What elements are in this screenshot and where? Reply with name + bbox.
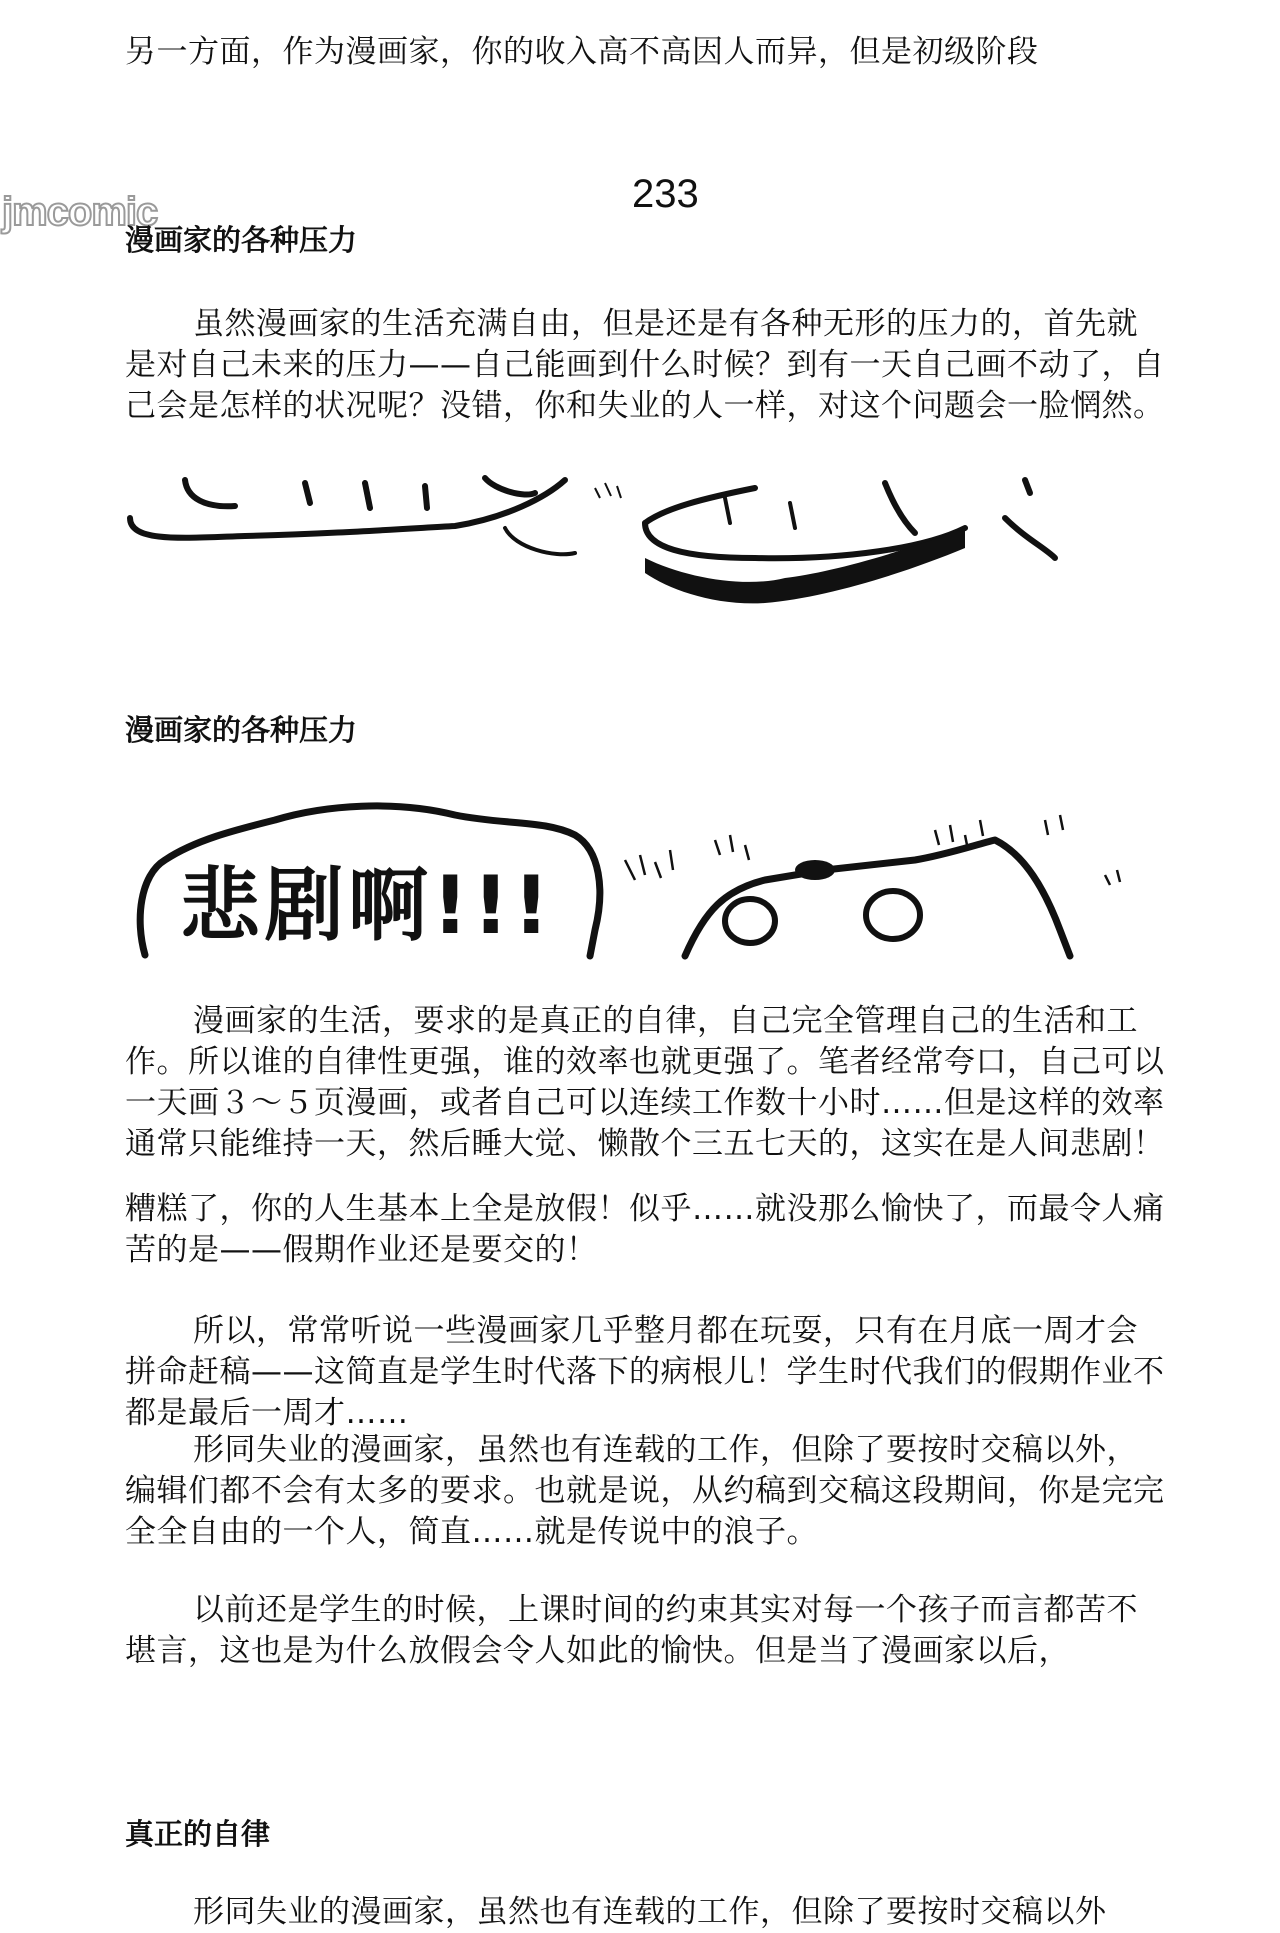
- section-heading-pressure-repeat: 漫画家的各种压力: [125, 713, 358, 747]
- bottom-partial-text: 形同失业的漫画家，虽然也有连载的工作，但除了要按时交稿以外: [193, 1894, 1107, 1930]
- comic-panel-top: [125, 478, 1165, 638]
- section-heading-pressure: 漫画家的各种压力: [125, 223, 358, 257]
- page-number: 233: [632, 172, 699, 216]
- comic-illustration-top: [125, 478, 1165, 638]
- holiday-paragraph-tail: 糟糕了，你的人生基本上全是放假！似乎……就没那么愉快了，而最令人痛苦的是——假期作业还是要交的！: [125, 1191, 1165, 1268]
- watermark-logo: jmcomic: [2, 190, 158, 234]
- discipline-paragraph: 漫画家的生活，要求的是真正的自律，自己完全管理自己的生活和工作。所以谁的自律性更强，谁的效率也就更强了。笔者经常夸口，自己可以一天画３～５页漫画，或者自己可以连续工作数十小时……但是这样的效率通常只能维持一天，然后睡大觉、懒散个三五七天的，这实在是人间悲剧！: [125, 1003, 1165, 1162]
- top-text-line: 另一方面，作为漫画家，你的收入高不高因人而异，但是初级阶段: [125, 34, 1039, 70]
- comic-panel-bubble: [125, 800, 1165, 956]
- clipped-heading-top: [125, 223, 358, 257]
- rush-paragraph: 所以，常常听说一些漫画家几乎整月都在玩耍，只有在月底一周才会拼命赶稿——这简直是学生时代落下的病根儿！学生时代我们的假期作业不都是最后一周才……: [125, 1313, 1165, 1431]
- speech-bubble-text: 悲剧啊!!!: [180, 859, 554, 952]
- clipped-bottom-line: [125, 1892, 1165, 1930]
- unemployed-paragraph: 形同失业的漫画家，虽然也有连载的工作，但除了要按时交稿以外，编辑们都不会有太多的要求。也就是说，从约稿到交稿这段期间，你是完完全全自由的一个人，简直……就是传说中的浪子。: [125, 1432, 1165, 1550]
- pressure-paragraph: 虽然漫画家的生活充满自由，但是还是有各种无形的压力的，首先就是对自己未来的压力——自己能画到什么时候？到有一天自己画不动了，自己会是怎样的状况呢？没错，你和失业的人一样，对这个问题会一脸惘然。: [125, 306, 1165, 424]
- clipped-heading-middle: [125, 708, 358, 747]
- section-heading-discipline: 真正的自律: [125, 1817, 271, 1851]
- school-paragraph: 以前还是学生的时候，上课时间的约束其实对每一个孩子而言都苦不堪言，这也是为什么放假会令人如此的愉快。但是当了漫画家以后，: [125, 1592, 1138, 1669]
